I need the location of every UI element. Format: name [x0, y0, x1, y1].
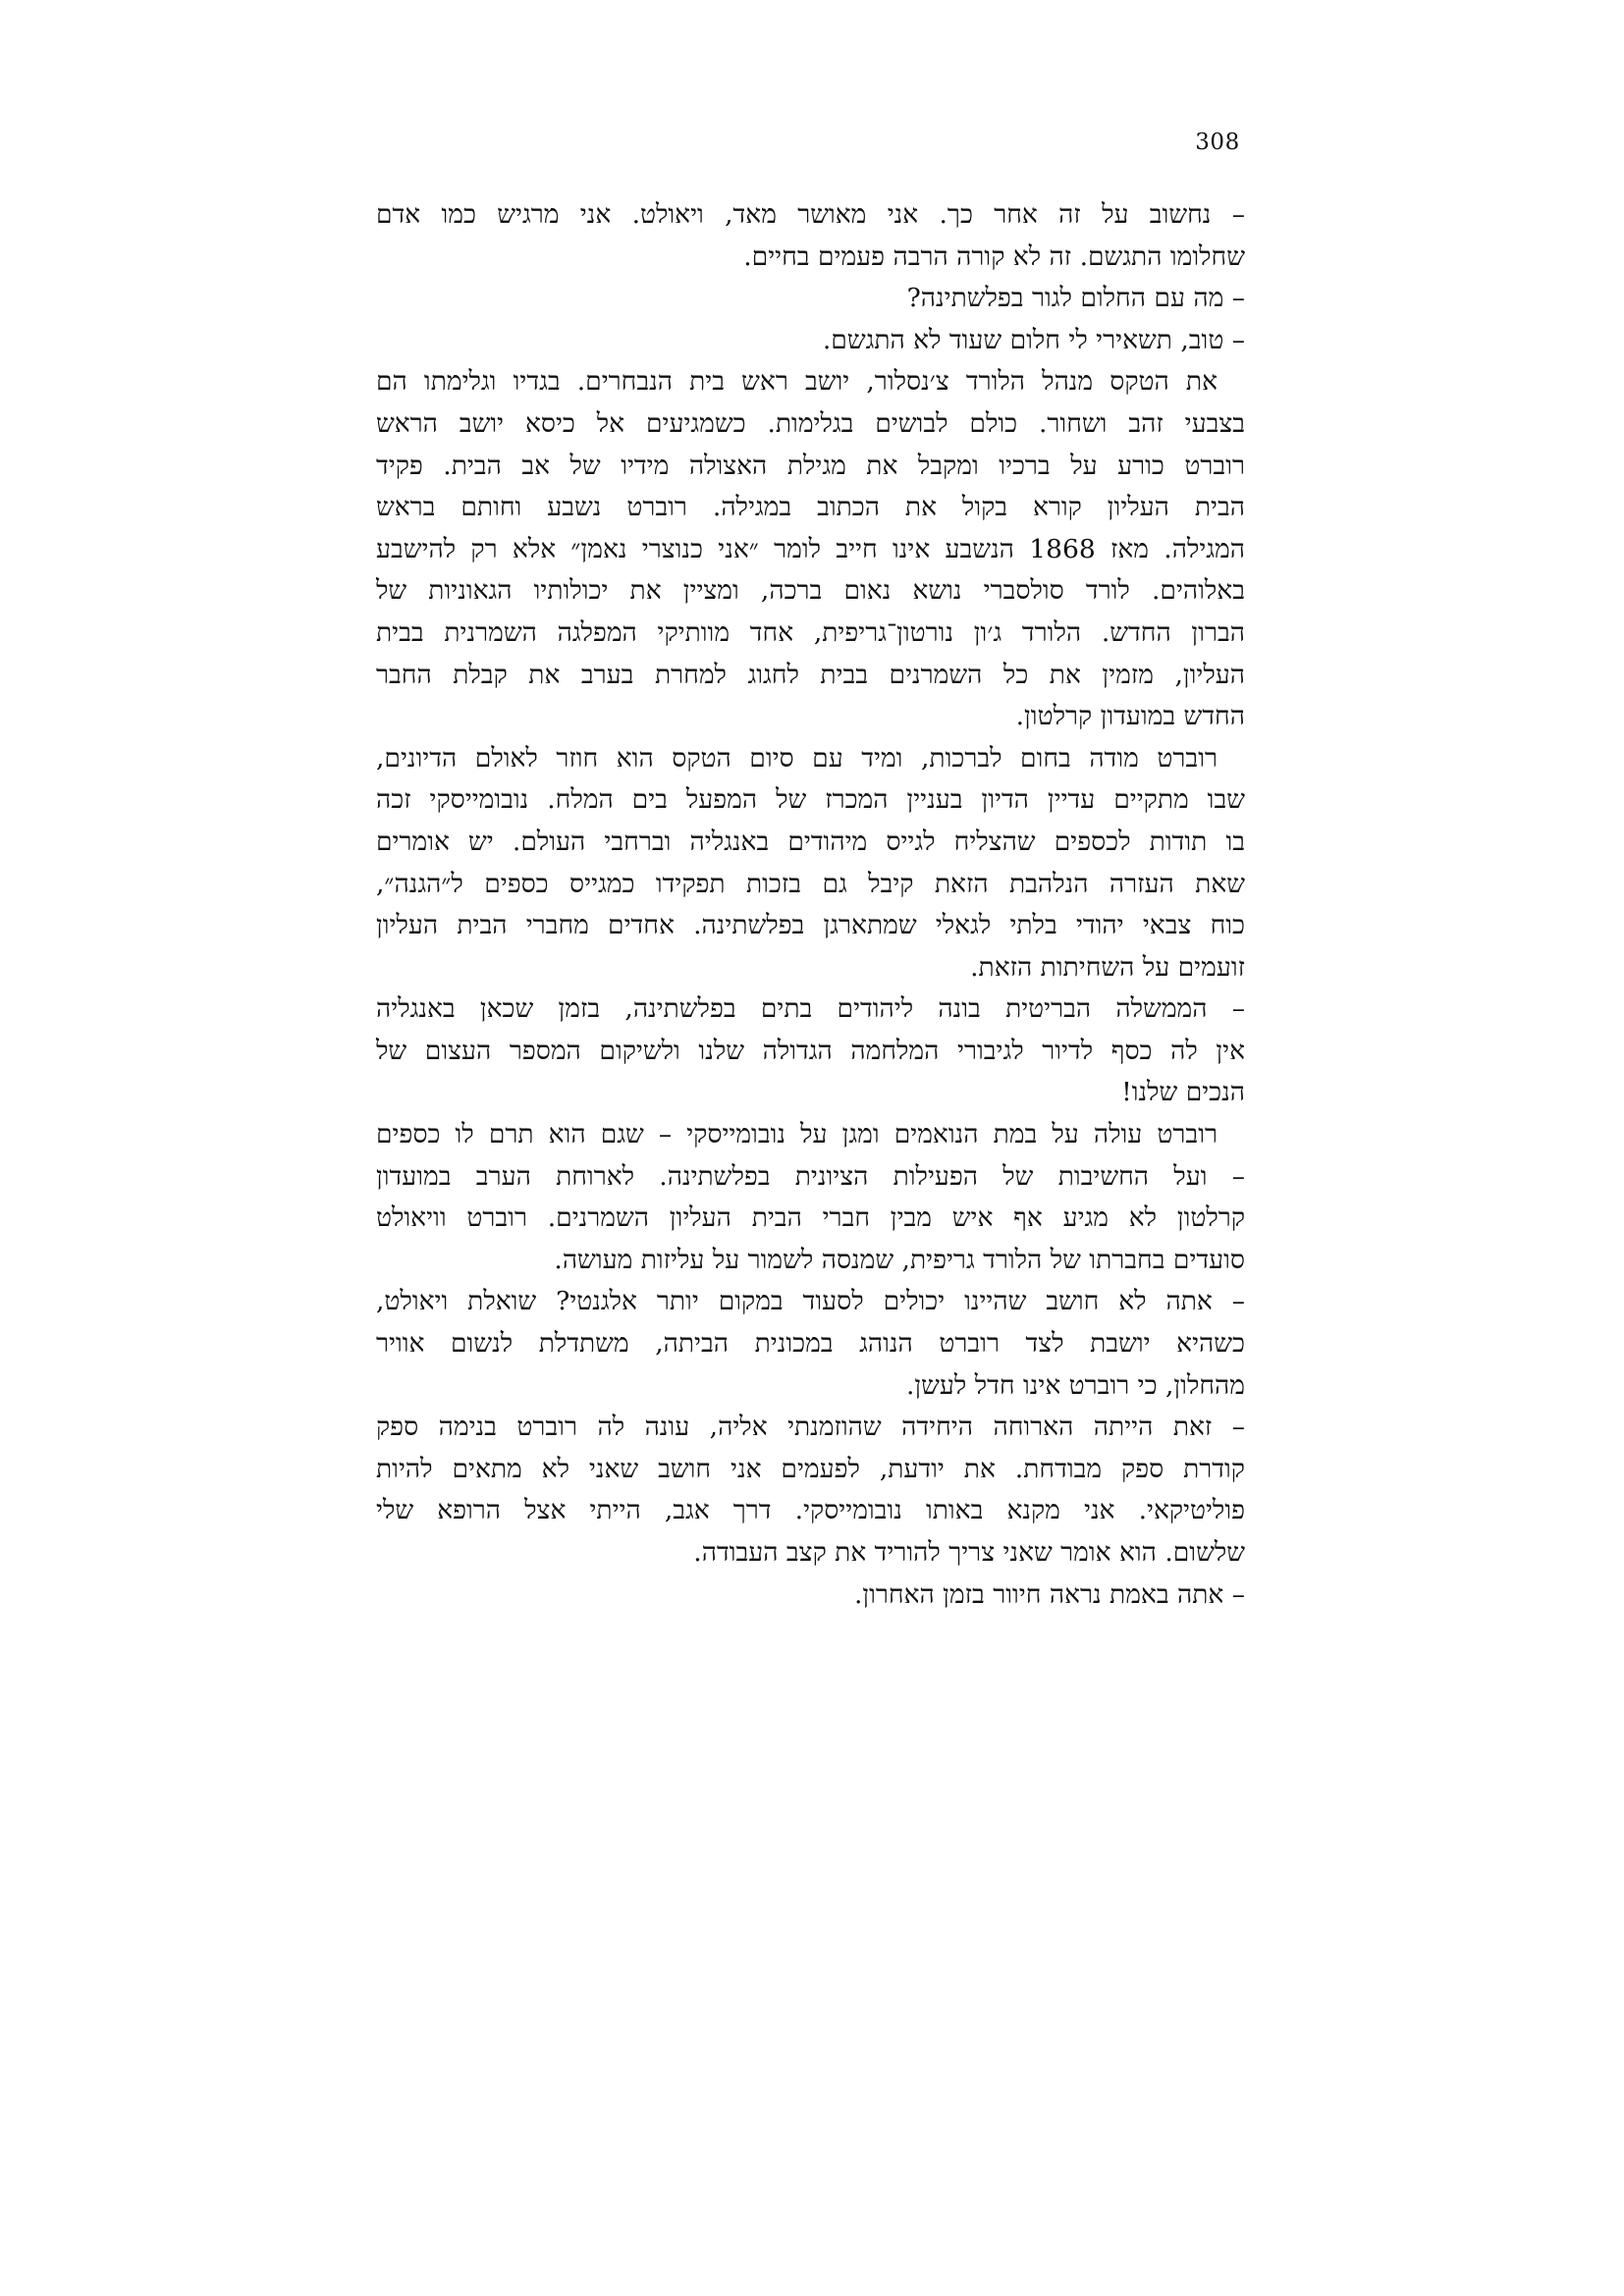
- paragraph: [376, 988, 1245, 1114]
- paragraph: [376, 738, 1245, 989]
- text-line: שלשום. הוא אומר שאני צריך להוריד את קצב העבודה.: [693, 1537, 1245, 1568]
- text-line: העליון, מזמין את כל השמרנים בבית לחגוג למחרת בערב את קבלת החבר: [376, 659, 1245, 690]
- text-line: – טוב, תשאירי לי חלום שעוד לא התגשם.: [822, 324, 1245, 355]
- text-line: – זאת הייתה הארוחה היחידה שהוזמנתי אליה, עונה לה רוברט בנימה ספק: [376, 1412, 1245, 1443]
- text-line: רוברט כורע על ברכיו ומקבל את מגילת האצולה מידיו של אב הבית. פקיד: [376, 450, 1245, 481]
- page-number: 308: [1195, 130, 1240, 155]
- paragraph: [376, 361, 1245, 737]
- text-line: פוליטיקאי. אני מקנא באותו נובומייסקי. דרך אגב, הייתי אצל הרופא שלי: [376, 1495, 1245, 1526]
- text-line: רוברט מודה בחום לברכות, ומיד עם סיום הטקס הוא חוזר לאולם הדיונים,: [376, 742, 1218, 774]
- body-text: [376, 194, 1245, 1616]
- text-line: שחלומו התגשם. זה לא קורה הרבה פעמים בחיים.: [743, 240, 1245, 272]
- paragraph: [376, 1407, 1245, 1574]
- text-line: שבו מתקיים עדיין הדיון בעניין המכרז של המפעל בים המלח. נובומייסקי זכה: [376, 784, 1245, 816]
- text-line: את הטקס מנהל הלורד צ׳נסלור, יושב ראש בית הנבחרים. בגדיו וגלימתו הם: [376, 366, 1218, 398]
- text-line: – ועל החשיבות של הפעילות הציונית בפלשתינה. לארוחת הערב במועדון: [376, 1160, 1245, 1192]
- text-line: זועמים על השחיתות הזאת.: [970, 951, 1245, 983]
- text-line: – הממשלה הבריטית בונה ליהודים בתים בפלשתינה, בזמן שכאן באנגליה: [376, 993, 1245, 1025]
- text-line: סועדים בחברתו של הלורד גריפית, שמנסה לשמור על עליזות מעושה.: [554, 1244, 1245, 1275]
- text-line: קרלטון לא מגיע אף איש מבין חברי הבית העליון השמרנים. רוברט וויאולט: [376, 1202, 1245, 1234]
- text-line: בו תודות לכספים שהצליח לגייס מיהודים באנגליה וברחבי העולם. יש אומרים: [376, 826, 1245, 857]
- paragraph: [376, 1114, 1245, 1281]
- text-line: באלוהים. לורד סולסברי נושא נאום ברכה, ומציין את יכולותיו הגאוניות של: [376, 575, 1245, 607]
- text-line: כוח צבאי יהודי בלתי לגאלי שמתארגן בפלשתינה. אחדים מחברי הבית העליון: [376, 910, 1245, 941]
- text-line: הבית העליון קורא בקול את הכתוב במגילה. רוברט נשבע וחותם בראש: [376, 492, 1245, 523]
- text-line: החדש במועדון קרלטון.: [1015, 701, 1245, 732]
- text-line: קודרת ספק מבודחת. את יודעת, לפעמים אני חושב שאני לא מתאים להיות: [376, 1453, 1245, 1484]
- text-line: הנכים שלנו!: [1121, 1077, 1245, 1108]
- text-line: כשהיא יושבת לצד רוברט הנוהג במכונית הביתה, משתדלת לנשום אוויר: [376, 1328, 1245, 1360]
- paragraph: [376, 194, 1245, 278]
- text-line: – אתה באמת נראה חיוור בזמן האחרון.: [853, 1578, 1245, 1610]
- text-line: המגילה. מאז 1868 הנשבע אינו חייב לומר ״אני כנוצרי נאמן״ אלא רק להישבע: [376, 533, 1246, 564]
- paragraph: [376, 278, 1245, 320]
- text-line: – אתה לא חושב שהיינו יכולים לסעוד במקום יותר אלגנטי? שואלת ויאולט,: [376, 1286, 1245, 1317]
- text-line: – נחשוב על זה אחר כך. אני מאושר מאד, ויאולט. אני מרגיש כמו אדם: [376, 199, 1245, 230]
- text-line: רוברט עולה על במת הנואמים ומגן על נובומייסקי – שגם הוא תרם לו כספים: [376, 1119, 1218, 1150]
- text-line: שאת העזרה הנלהבת הזאת קיבל גם בזכות תפקידו כמגייס כספים ל״הגנה״,: [376, 868, 1245, 899]
- paragraph: [376, 320, 1245, 362]
- text-line: הברון החדש. הלורד ג׳ון נורטון־גריפית, אחד מוותיקי המפלגה השמרנית בבית: [376, 616, 1245, 648]
- text-line: – מה עם החלום לגור בפלשתינה?: [906, 283, 1245, 314]
- text-line: אין לה כסף לדיור לגיבורי המלחמה הגדולה שלנו ולשיקום המספר העצום של: [376, 1035, 1245, 1066]
- text-line: מהחלון, כי רוברט אינו חדל לעשן.: [905, 1369, 1245, 1401]
- paragraph: [376, 1575, 1245, 1617]
- paragraph: [376, 1281, 1245, 1407]
- text-line: בצבעי זהב ושחור. כולם לבושים בגלימות. כשמגיעים אל כיסא יושב הראש: [376, 407, 1245, 439]
